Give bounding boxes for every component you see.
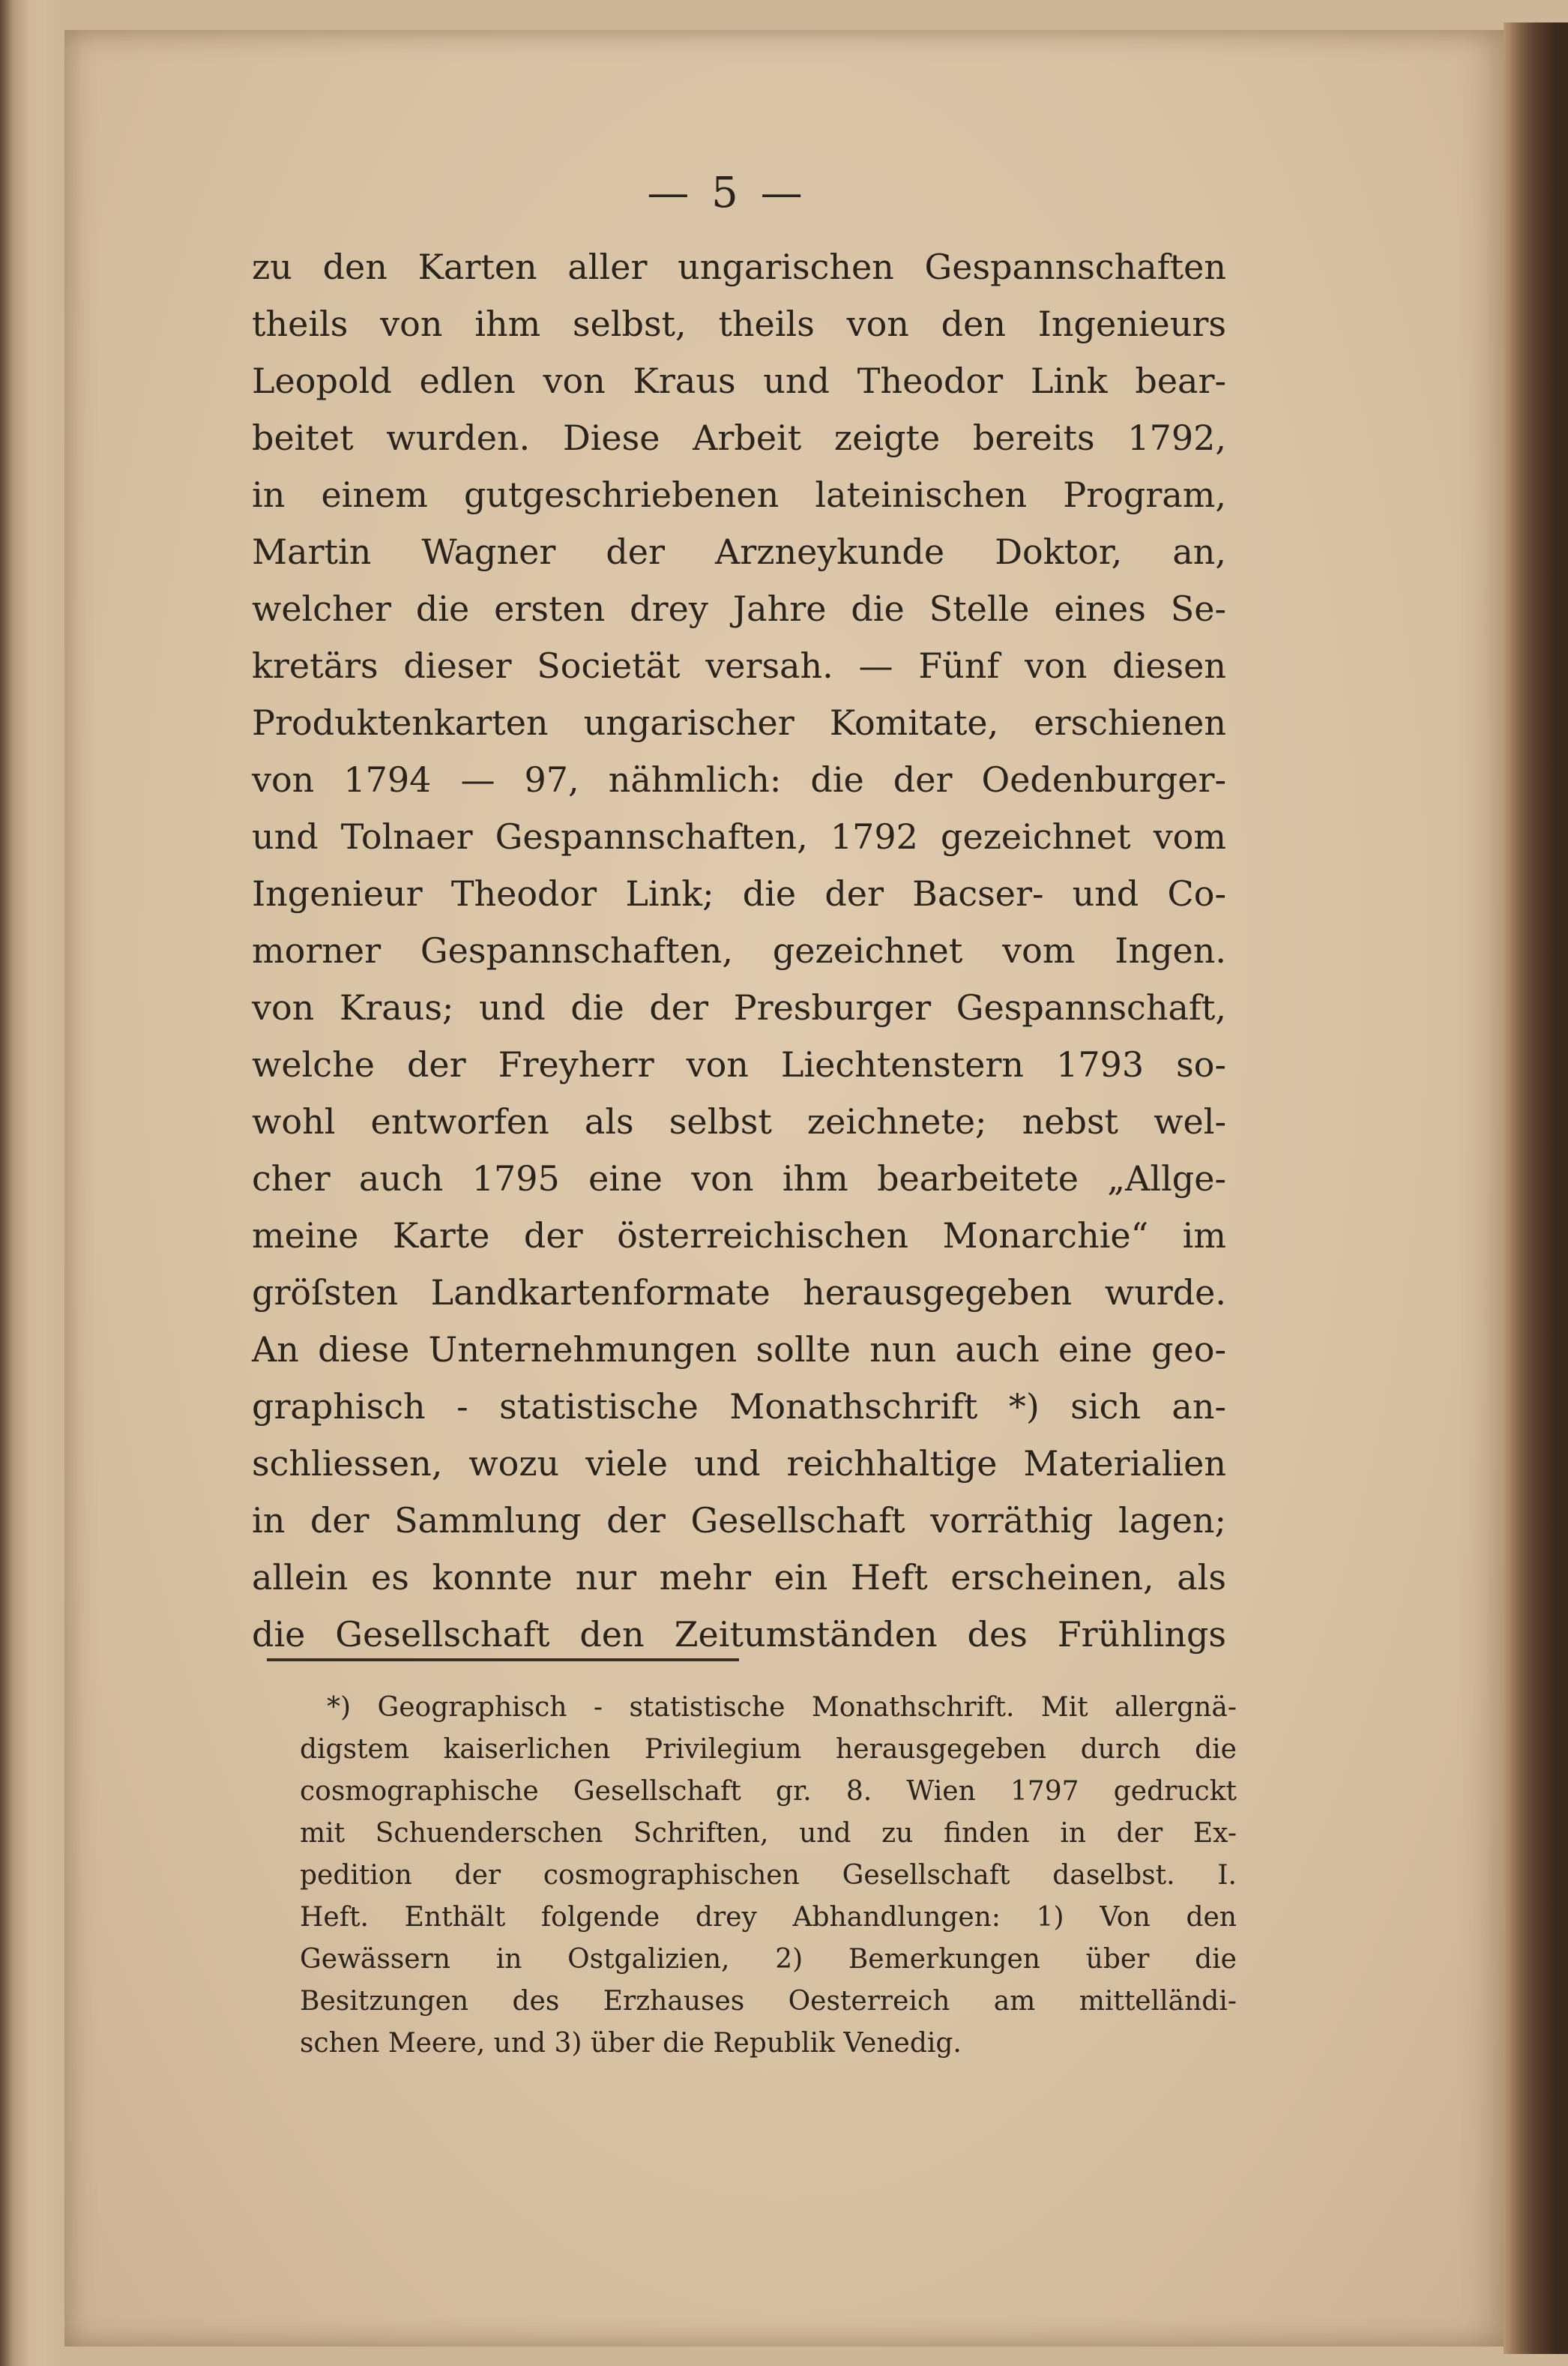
text-line: cher auch 1795 eine von ihm bearbeitete „Allge-	[252, 1158, 1226, 1199]
footnote-line: digstem kaiserlichen Privilegium herausgegeben durch die	[300, 1734, 1237, 1765]
footnote	[300, 1687, 1237, 2065]
text-line: meine Karte der österreichischen Monarchie“ im	[252, 1215, 1226, 1256]
text-line: die Gesellschaft den Zeitumständen des Frühlings	[252, 1614, 1226, 1655]
text-line: An diese Unternehmungen sollte nun auch eine geo-	[252, 1329, 1226, 1370]
page-number: — 5 —	[647, 169, 807, 217]
text-line: beitet wurden. Diese Arbeit zeigte bereits 1792,	[252, 418, 1226, 458]
text-line: graphisch - statistische Monathschrift *) sich an-	[252, 1386, 1226, 1427]
text-line: theils von ihm selbst, theils von den Ingenieurs	[252, 304, 1226, 344]
text-line: in der Sammlung der Gesellschaft vorräthig lagen;	[252, 1500, 1226, 1541]
footnote-separator	[267, 1658, 739, 1661]
text-line: welche der Freyherr von Liechtenstern 1793 so-	[252, 1044, 1226, 1085]
main-text	[252, 238, 1226, 1663]
text-line: und Tolnaer Gespannschaften, 1792 gezeichnet vom	[252, 816, 1226, 857]
text-line: allein es konnte nur mehr ein Heft erscheinen, als	[252, 1557, 1226, 1598]
footnote-line: *) Geographisch - statistische Monathschrift. Mit allergnä-	[327, 1692, 1237, 1723]
text-line: von 1794 — 97, nähmlich: die der Oedenburger-	[252, 759, 1226, 800]
text-line: Ingenieur Theodor Link; die der Bacser- und Co-	[252, 873, 1226, 914]
text-line: Produktenkarten ungarischer Komitate, erschienen	[252, 702, 1226, 743]
text-line: in einem gutgeschriebenen lateinischen Program,	[252, 475, 1226, 515]
text-line: von Kraus; und die der Presburger Gespannschaft,	[252, 987, 1226, 1028]
text-line: zu den Karten aller ungarischen Gespannschaften	[252, 247, 1226, 287]
footnote-line: mit Schuenderschen Schriften, und zu finden in der Ex-	[300, 1818, 1237, 1849]
text-line: kretärs dieser Societät versah. — Fünf von diesen	[252, 645, 1226, 686]
footnote-line: pedition der cosmographischen Gesellschaft daselbst. I.	[300, 1860, 1237, 1891]
footnote-line: cosmographische Gesellschaft gr. 8. Wien 1797 gedruckt	[300, 1776, 1237, 1807]
text-line: morner Gespannschaften, gezeichnet vom Ingen.	[252, 930, 1226, 971]
footnote-line: Heft. Enthält folgende drey Abhandlungen: 1) Von den	[300, 1902, 1237, 1933]
text-line: Martin Wagner der Arzneykunde Doktor, an,	[252, 532, 1226, 572]
footnote-line: Besitzungen des Erzhauses Oesterreich am mittelländi-	[300, 1986, 1237, 2017]
text-line: gröſsten Landkartenformate herausgegeben wurde.	[252, 1272, 1226, 1313]
text-line: schliessen, wozu viele und reichhaltige Materialien	[252, 1443, 1226, 1484]
book-spine-edge	[1504, 22, 1568, 2354]
text-line: welcher die ersten drey Jahre die Stelle eines Se-	[252, 589, 1226, 629]
footnote-line: schen Meere, und 3) über die Republik Venedig.	[300, 2028, 962, 2059]
footnote-line: Gewässern in Ostgalizien, 2) Bemerkungen über die	[300, 1944, 1237, 1975]
text-line: wohl entworfen als selbst zeichnete; nebst wel-	[252, 1101, 1226, 1142]
text-line: Leopold edlen von Kraus und Theodor Link bear-	[252, 361, 1226, 401]
